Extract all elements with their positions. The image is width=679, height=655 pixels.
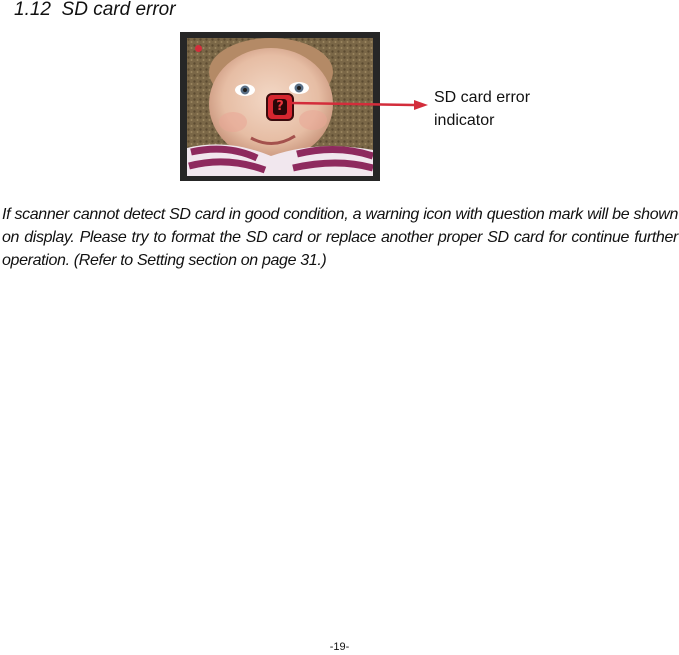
- section-heading: [14, 0, 176, 21]
- body-paragraph: If scanner cannot detect SD card in good condition, a warning icon with question mark will be shown on display. Please try to format the SD card or replace another proper SD card for continue further operation. (Refer to Setting section on page 31.): [2, 206, 678, 269]
- arrowhead-icon: [414, 100, 428, 110]
- recording-dot-icon: [195, 45, 202, 52]
- pointer-line: [292, 103, 414, 105]
- callout-label: [434, 86, 564, 132]
- callout-pointer-arrow: [290, 94, 430, 116]
- callout-label-line-1: SD card error: [434, 89, 531, 106]
- page-number: -19-: [329, 641, 350, 653]
- section-title: SD card error: [61, 0, 176, 20]
- callout-label-line-2: indicator: [434, 112, 495, 129]
- question-mark-glyph: ?: [273, 99, 287, 115]
- section-number: 1.12: [14, 0, 51, 20]
